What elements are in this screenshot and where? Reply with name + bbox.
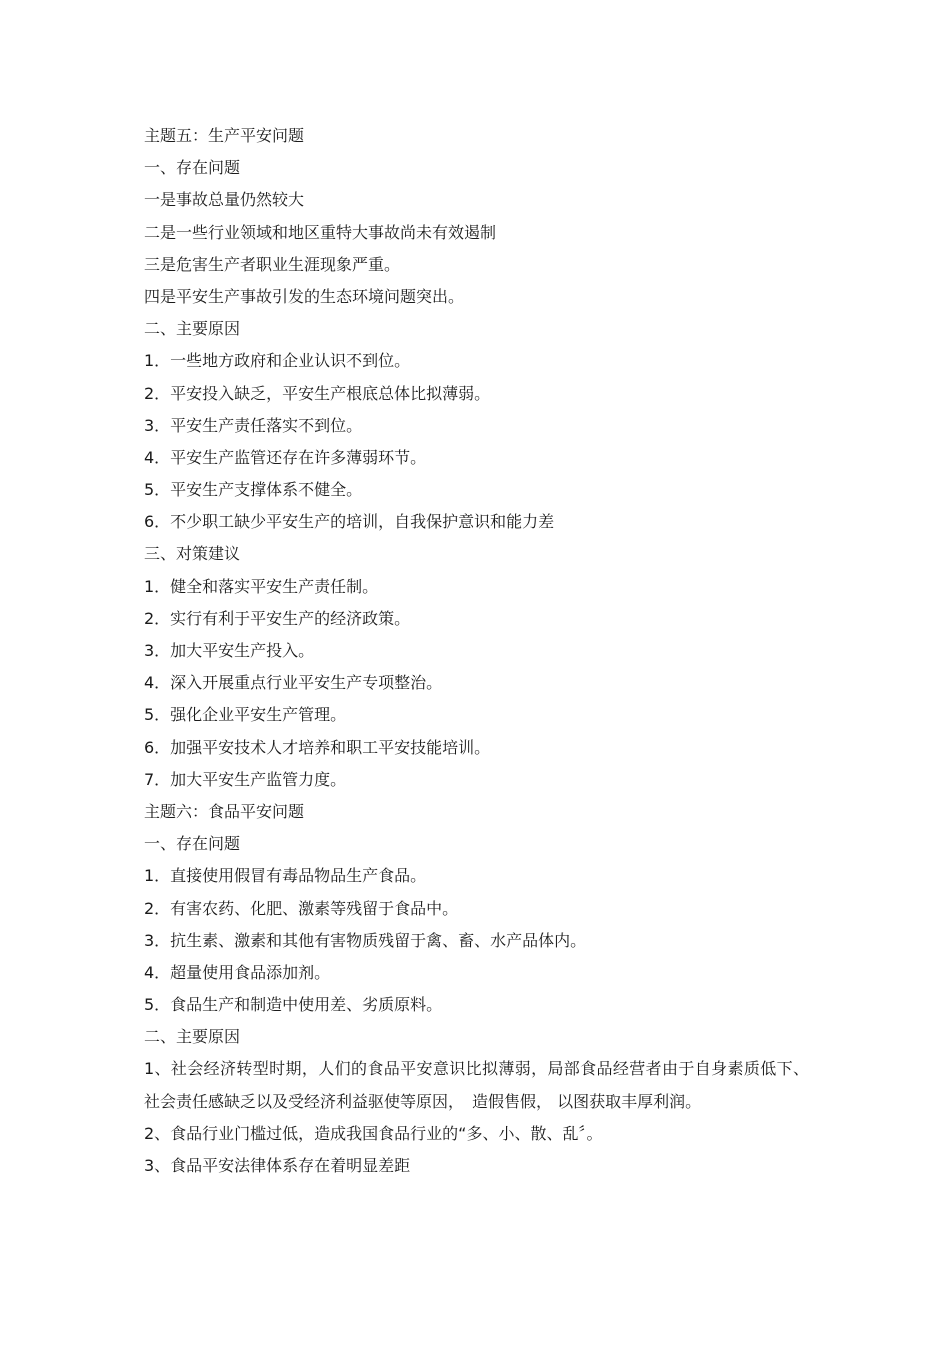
topic5-problem-2: 二是一些行业领域和地区重特大事故尚未有效遏制 <box>144 222 497 242</box>
topic6-problem-5: 5．食品生产和制造中使用差、劣质原料。 <box>144 995 443 1015</box>
topic5-suggestion-2: 2．实行有利于平安生产的经济政策。 <box>144 608 411 628</box>
topic6-problem-1: 1．直接使用假冒有毒品物品生产食品。 <box>144 866 427 886</box>
topic6-section-causes-heading: 二、主要原因 <box>144 1027 241 1047</box>
topic6-cause-2: 2、食品行业门槛过低，造成我国食品行业的“多、小、散、乱〞。 <box>144 1123 603 1143</box>
topic5-problem-3: 三是危害生产者职业生涯现象严重。 <box>144 254 401 274</box>
topic5-cause-6: 6．不少职工缺少平安生产的培训，自我保护意识和能力差 <box>144 512 555 532</box>
topic5-cause-1: 1．一些地方政府和企业认识不到位。 <box>144 351 411 371</box>
topic5-cause-3: 3．平安生产责任落实不到位。 <box>144 415 363 435</box>
topic6-cause-3: 3、食品平安法律体系存在着明显差距 <box>144 1156 411 1176</box>
topic5-title: 主题五：生产平安问题 <box>144 126 305 145</box>
topic5-cause-2: 2．平安投入缺乏，平安生产根底总体比拟薄弱。 <box>144 383 491 403</box>
topic5-suggestion-1: 1．健全和落实平安生产责任制。 <box>144 576 379 596</box>
topic5-problem-1: 一是事故总量仍然较大 <box>144 190 305 210</box>
topic5-suggestion-7: 7．加大平安生产监管力度。 <box>144 769 347 789</box>
topic5-cause-4: 4．平安生产监管还存在许多薄弱环节。 <box>144 447 427 467</box>
topic5-suggestion-5: 5．强化企业平安生产管理。 <box>144 705 347 725</box>
topic5-problem-4: 四是平安生产事故引发的生态环境问题突出。 <box>144 286 465 306</box>
topic5-suggestion-3: 3．加大平安生产投入。 <box>144 641 315 660</box>
topic6-section-problems-heading: 一、存在问题 <box>144 834 241 854</box>
topic6-title: 主题六：食品平安问题 <box>144 801 305 821</box>
topic5-section-suggestions-heading: 三、对策建议 <box>144 544 241 564</box>
topic5-cause-5: 5．平安生产支撑体系不健全。 <box>144 480 363 500</box>
topic5-suggestion-4: 4．深入开展重点行业平安生产专项整治。 <box>144 673 443 693</box>
topic5-section-problems-heading: 一、存在问题 <box>144 158 241 178</box>
topic6-problem-4: 4．超量使用食品添加剂。 <box>144 962 331 982</box>
topic6-problem-2: 2．有害农药、化肥、激素等残留于食品中。 <box>144 898 459 918</box>
topic5-section-causes-heading: 二、主要原因 <box>144 319 241 339</box>
document-body <box>144 120 824 1182</box>
topic6-cause-1: 1、社会经济转型时期，人们的食品平安意识比拟薄弱，局部食品经营者由于自身素质低下、 社会责任感缺乏以及受经济利益驱使等原因， 造假售假， 以图获取丰厚利润。 <box>144 1059 809 1111</box>
topic6-problem-3: 3．抗生素、激素和其他有害物质残留于禽、畜、水产品体内。 <box>144 930 587 950</box>
topic5-suggestion-6: 6．加强平安技术人才培养和职工平安技能培训。 <box>144 737 491 757</box>
